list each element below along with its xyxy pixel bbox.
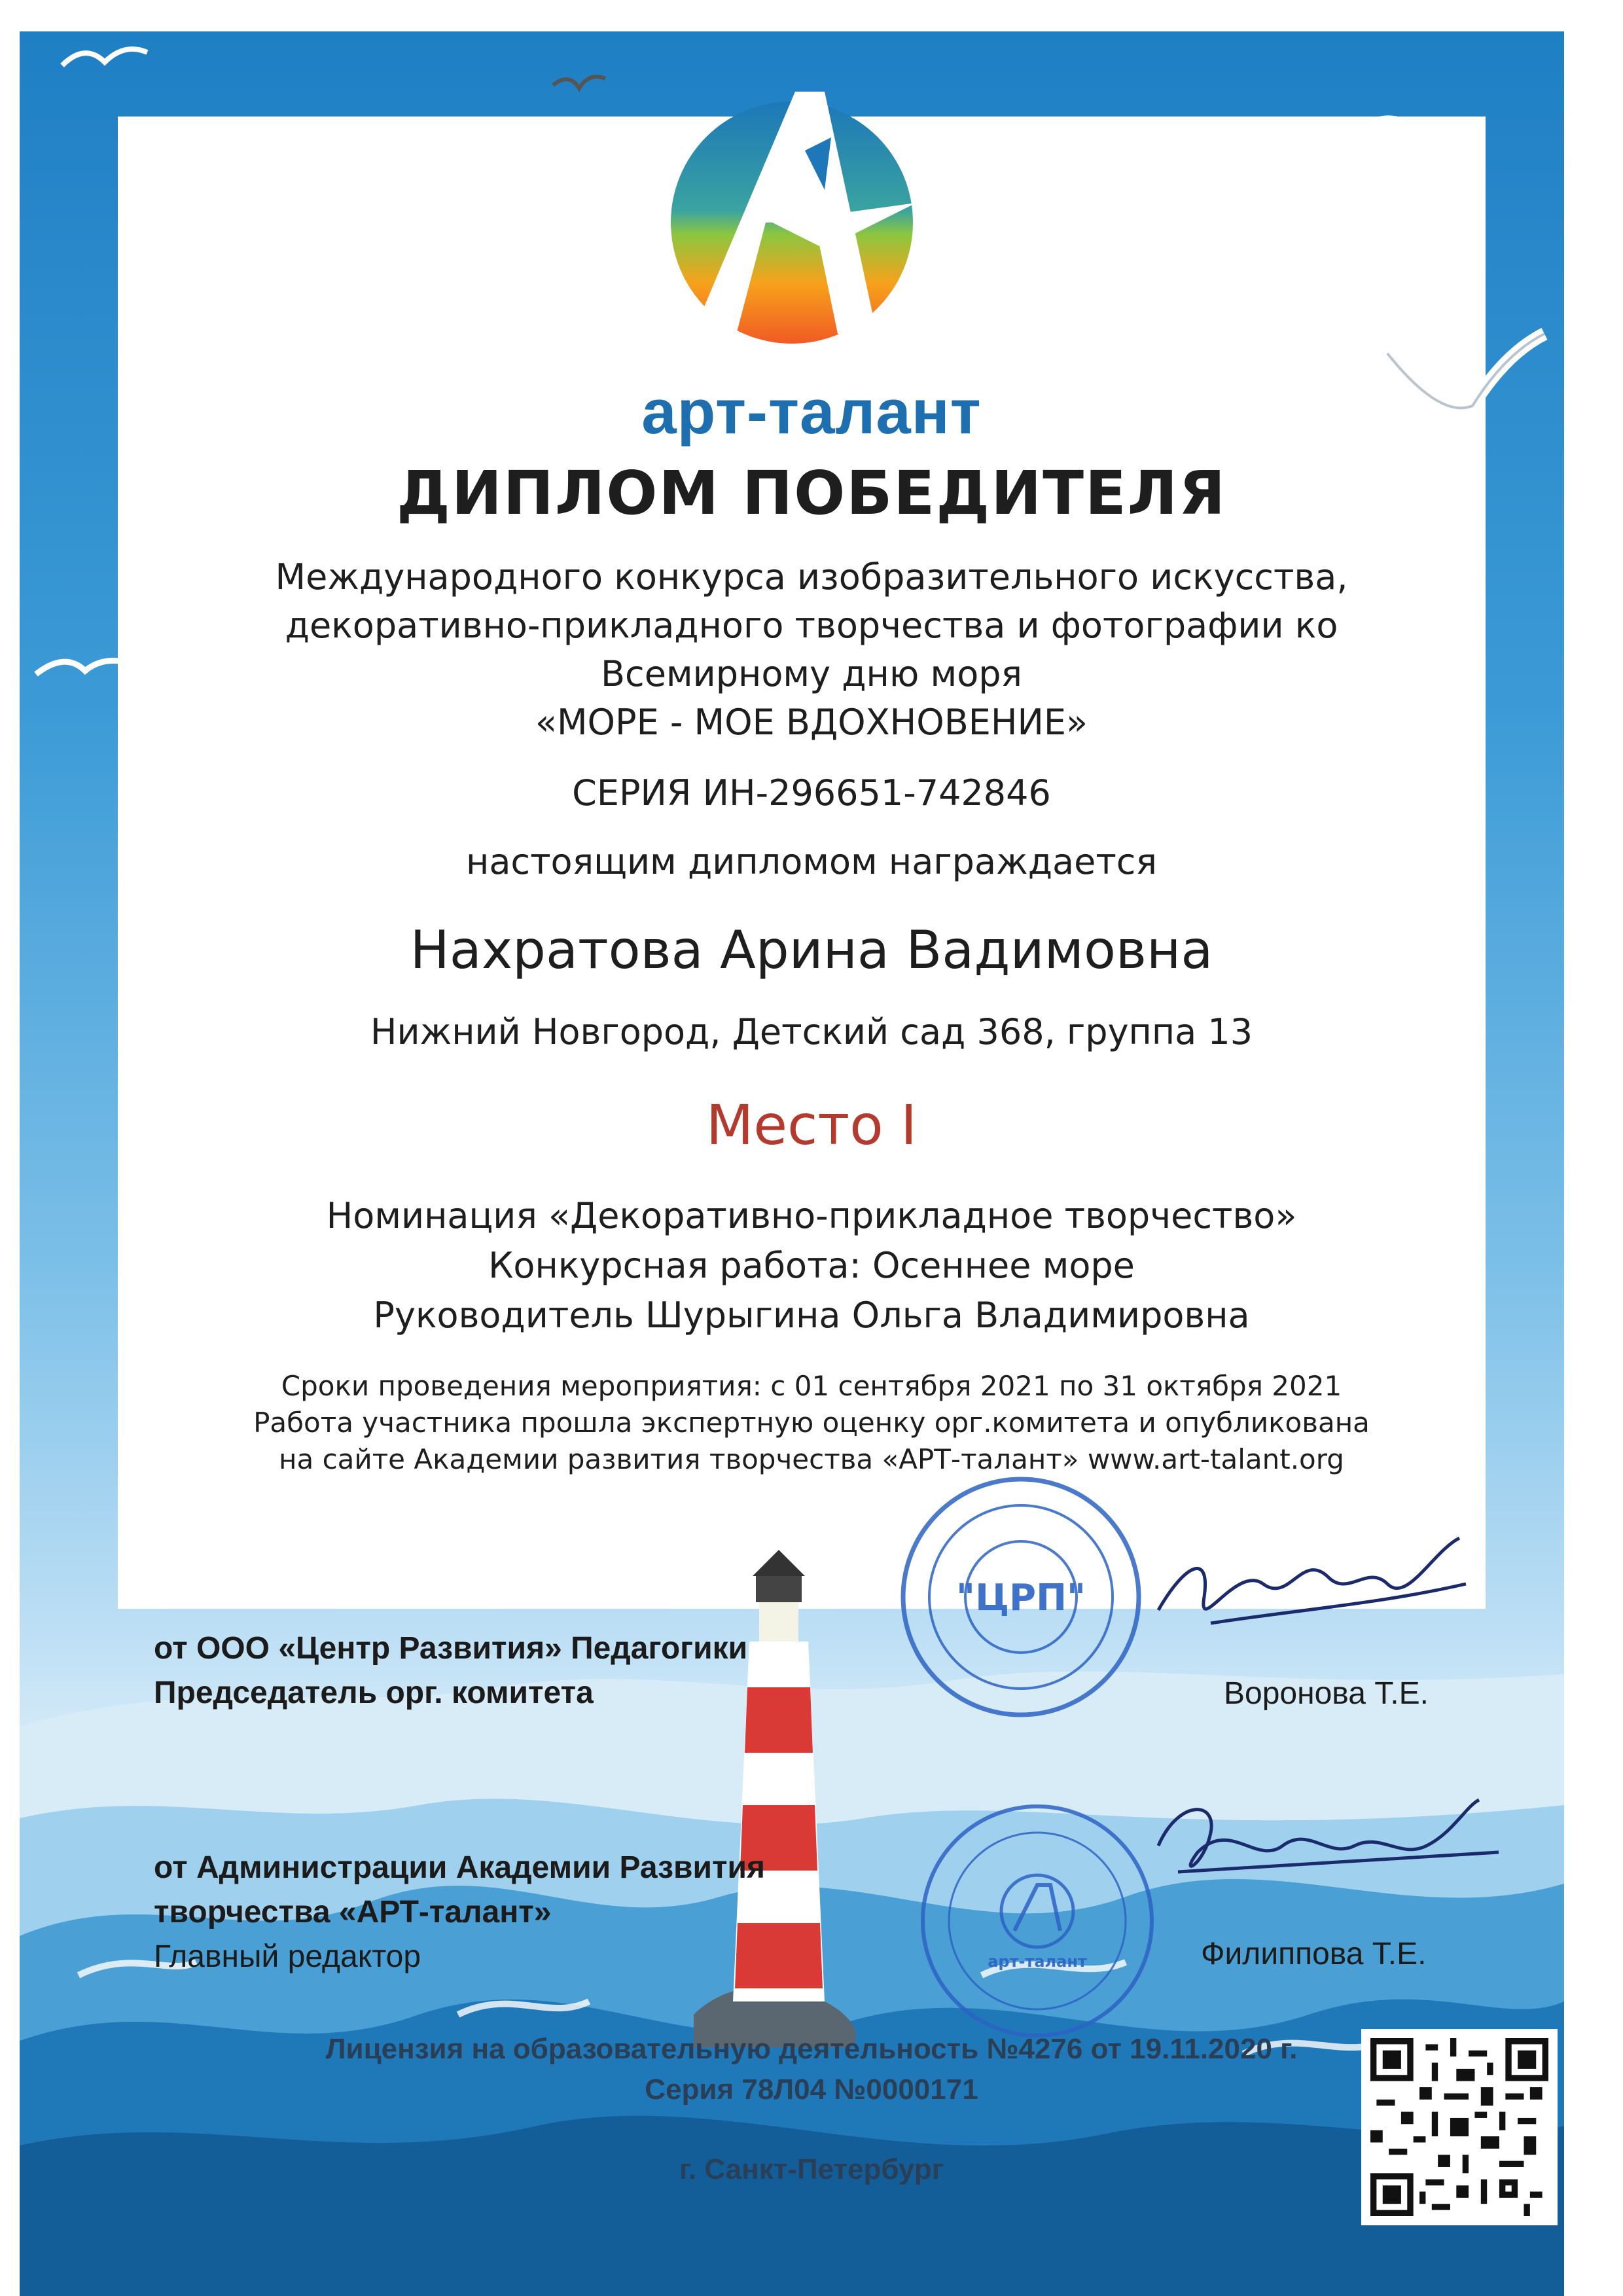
- signatory-role: Главный редактор: [154, 1939, 421, 1974]
- awarded-text: настоящим дипломом награждается: [466, 841, 1157, 882]
- series-number: СЕРИЯ ИН-296651-742846: [572, 772, 1051, 814]
- signatory-name-2: Филиппова Т.Е.: [1201, 1937, 1427, 1971]
- qr-code[interactable]: [1361, 2029, 1558, 2225]
- diploma-title: ДИПЛОМ ПОБЕДИТЕЛЯ: [396, 458, 1227, 528]
- crp-stamp: [890, 1466, 1152, 1728]
- contest-line: декоративно-прикладного творчества и фотографии ко: [285, 605, 1338, 646]
- qr-code-icon: [1370, 2038, 1548, 2216]
- event-dates: Сроки проведения мероприятия: с 01 сентября 2021 по 31 октября 2021: [281, 1370, 1342, 1402]
- event-info: [0, 1368, 1623, 1478]
- stamp-center-text: "ЦРП": [955, 1577, 1086, 1619]
- seagull-icon: [1302, 111, 1407, 157]
- signature-filippova: [1139, 1780, 1505, 1905]
- contest-name: [0, 553, 1623, 747]
- art-talant-stamp: [910, 1793, 1165, 2049]
- seagull-icon: [550, 65, 609, 105]
- signatory-block-1: [154, 1626, 747, 1715]
- signatory-org-line1: от Администрации Академии Развития: [154, 1850, 766, 1885]
- signatory-name-1: Воронова Т.Е.: [1224, 1676, 1429, 1711]
- logo-wordmark: арт-талант: [641, 377, 982, 447]
- award-details: [0, 1191, 1623, 1340]
- signatory-org: от ООО «Центр Развития» Педагогики: [154, 1631, 748, 1666]
- place-award: Место I: [705, 1093, 918, 1157]
- license-text: Лицензия на образовательную деятельность №4276 от 19.11.2020 г.: [325, 2033, 1298, 2065]
- supervisor: Руководитель Шурыгина Ольга Владимировна: [373, 1295, 1250, 1336]
- signatory-role: Председатель орг. комитета: [154, 1676, 594, 1710]
- nomination: Номинация «Декоративно-прикладное творчество»: [326, 1195, 1297, 1236]
- stamp-center-text: арт-талант: [988, 1952, 1087, 1971]
- contest-work: Конкурсная работа: Осеннее море: [488, 1245, 1135, 1286]
- recipient-name: Нахратова Арина Вадимовна: [410, 920, 1213, 980]
- institution: Нижний Новгород, Детский сад 368, группа 13: [370, 1011, 1253, 1052]
- signatory-block-2: [154, 1846, 765, 1979]
- seagull-icon: [327, 1545, 393, 1584]
- license-series: Серия 78Л04 №0000171: [645, 2073, 978, 2106]
- publication-note: на сайте Академии развития творчества «АРТ-талант» www.art-talant.org: [279, 1443, 1344, 1475]
- contest-line: «МОРЕ - МОЕ ВДОХНОВЕНИЕ»: [535, 702, 1088, 743]
- seagull-icon: [59, 39, 151, 79]
- contest-line: Международного конкурса изобразительного искусства,: [275, 556, 1348, 598]
- evaluation-note: Работа участника прошла экспертную оценку орг.комитета и опубликована: [253, 1407, 1370, 1439]
- signatory-org-line2: творчества «АРТ-талант»: [154, 1895, 552, 1929]
- city: г. Санкт-Петербург: [679, 2153, 944, 2185]
- signature-voronova: [1132, 1525, 1472, 1656]
- art-talant-logo: [661, 72, 923, 380]
- contest-line: Всемирному дню моря: [600, 653, 1023, 694]
